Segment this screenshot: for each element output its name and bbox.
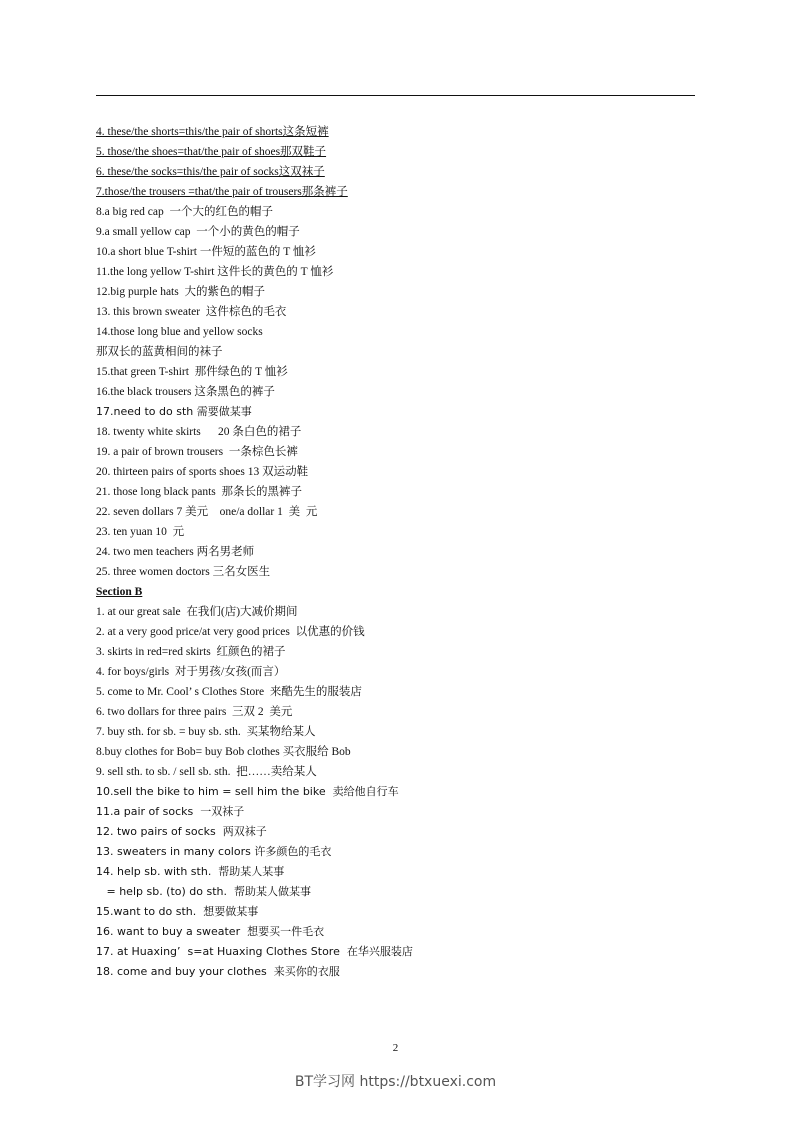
list-item: 6. two dollars for three pairs 三双 2 美元 [96, 706, 293, 718]
list-item: 5. those/the shoes=that/the pair of shoes那双鞋子 [96, 146, 327, 158]
list-item: 4. for boys/girls 对于男孩/女孩(而言） [96, 666, 286, 678]
list-item: 11.the long yellow T-shirt 这件长的黄色的 T 恤衫 [96, 266, 334, 278]
list-item: 9.a small yellow cap 一个小的黄色的帽子 [96, 226, 300, 238]
list-item: 8.buy clothes for Bob= buy Bob clothes 买衣服给 Bob [96, 746, 351, 758]
list-item: 1. at our great sale 在我们(店)大减价期间 [96, 606, 298, 618]
section-b-list [96, 602, 696, 982]
list-item: 10.a short blue T-shirt 一件短的蓝色的 T 恤衫 [96, 246, 316, 258]
list-item: 19. a pair of brown trousers 一条棕色长裤 [96, 446, 298, 458]
header-rule [96, 95, 695, 96]
watermark: BT学习网 https://btxuexi.com [294, 1074, 497, 1090]
list-item: 13. this brown sweater 这件棕色的毛衣 [96, 306, 287, 318]
list-item: 16.the black trousers 这条黑色的裤子 [96, 386, 275, 398]
list-item: 24. two men teachers 两名男老师 [96, 546, 255, 558]
list-item: 5. come to Mr. Cool’ s Clothes Store 来酷先生的服装店 [96, 686, 362, 698]
list-item: 18. twenty white skirts 20 条白色的裙子 [96, 426, 302, 438]
list-item: 14.those long blue and yellow socks [96, 326, 263, 338]
list-item: 16. want to buy a sweater 想要买一件毛衣 [96, 925, 325, 938]
list-item: 11.a pair of socks 一双袜子 [96, 805, 245, 818]
list-item: 15.that green T-shirt 那件绿色的 T 恤衫 [96, 366, 288, 378]
list-item: 6. these/the socks=this/the pair of socks这双袜子 [96, 166, 325, 178]
list-item: 那双长的蓝黄相间的袜子 [96, 346, 223, 358]
list-item: 17.need to do sth 需要做某事 [96, 405, 252, 418]
list-item: 13. sweaters in many colors 许多颜色的毛衣 [96, 845, 332, 858]
page-number: 2 [392, 1042, 399, 1054]
list-item: 10.sell the bike to him = sell him the bike 卖给他自行车 [96, 785, 399, 798]
section-a-list [96, 122, 696, 582]
list-item: 21. those long black pants 那条长的黑裤子 [96, 486, 303, 498]
list-item: 9. sell sth. to sb. / sell sb. sth. 把……卖给某人 [96, 766, 317, 778]
document-body [96, 122, 696, 982]
section-b-heading: Section B [96, 586, 143, 598]
list-item: 7.those/the trousers =that/the pair of trousers那条裤子 [96, 186, 348, 198]
list-item: 17. at Huaxing’ s=at Huaxing Clothes Store 在华兴服装店 [96, 945, 413, 958]
list-item: 25. three women doctors 三名女医生 [96, 566, 271, 578]
list-item: 14. help sb. with sth. 帮助某人某事 [96, 865, 285, 878]
list-item: 12.big purple hats 大的紫色的帽子 [96, 286, 265, 298]
list-item: = help sb. (to) do sth. 帮助某人做某事 [96, 885, 312, 898]
list-item: 23. ten yuan 10 元 [96, 526, 185, 538]
list-item: 18. come and buy your clothes 来买你的衣服 [96, 965, 340, 978]
list-item: 4. these/the shorts=this/the pair of shorts这条短裤 [96, 126, 329, 138]
list-item: 12. two pairs of socks 两双袜子 [96, 825, 267, 838]
list-item: 15.want to do sth. 想要做某事 [96, 905, 259, 918]
list-item: 8.a big red cap 一个大的红色的帽子 [96, 206, 273, 218]
list-item: 2. at a very good price/at very good prices 以优惠的价钱 [96, 626, 365, 638]
list-item: 20. thirteen pairs of sports shoes 13 双运动鞋 [96, 466, 309, 478]
list-item: 22. seven dollars 7 美元 one/a dollar 1 美 元 [96, 506, 318, 518]
list-item: 3. skirts in red=red skirts 红颜色的裙子 [96, 646, 286, 658]
list-item: 7. buy sth. for sb. = buy sb. sth. 买某物给某人 [96, 726, 316, 738]
